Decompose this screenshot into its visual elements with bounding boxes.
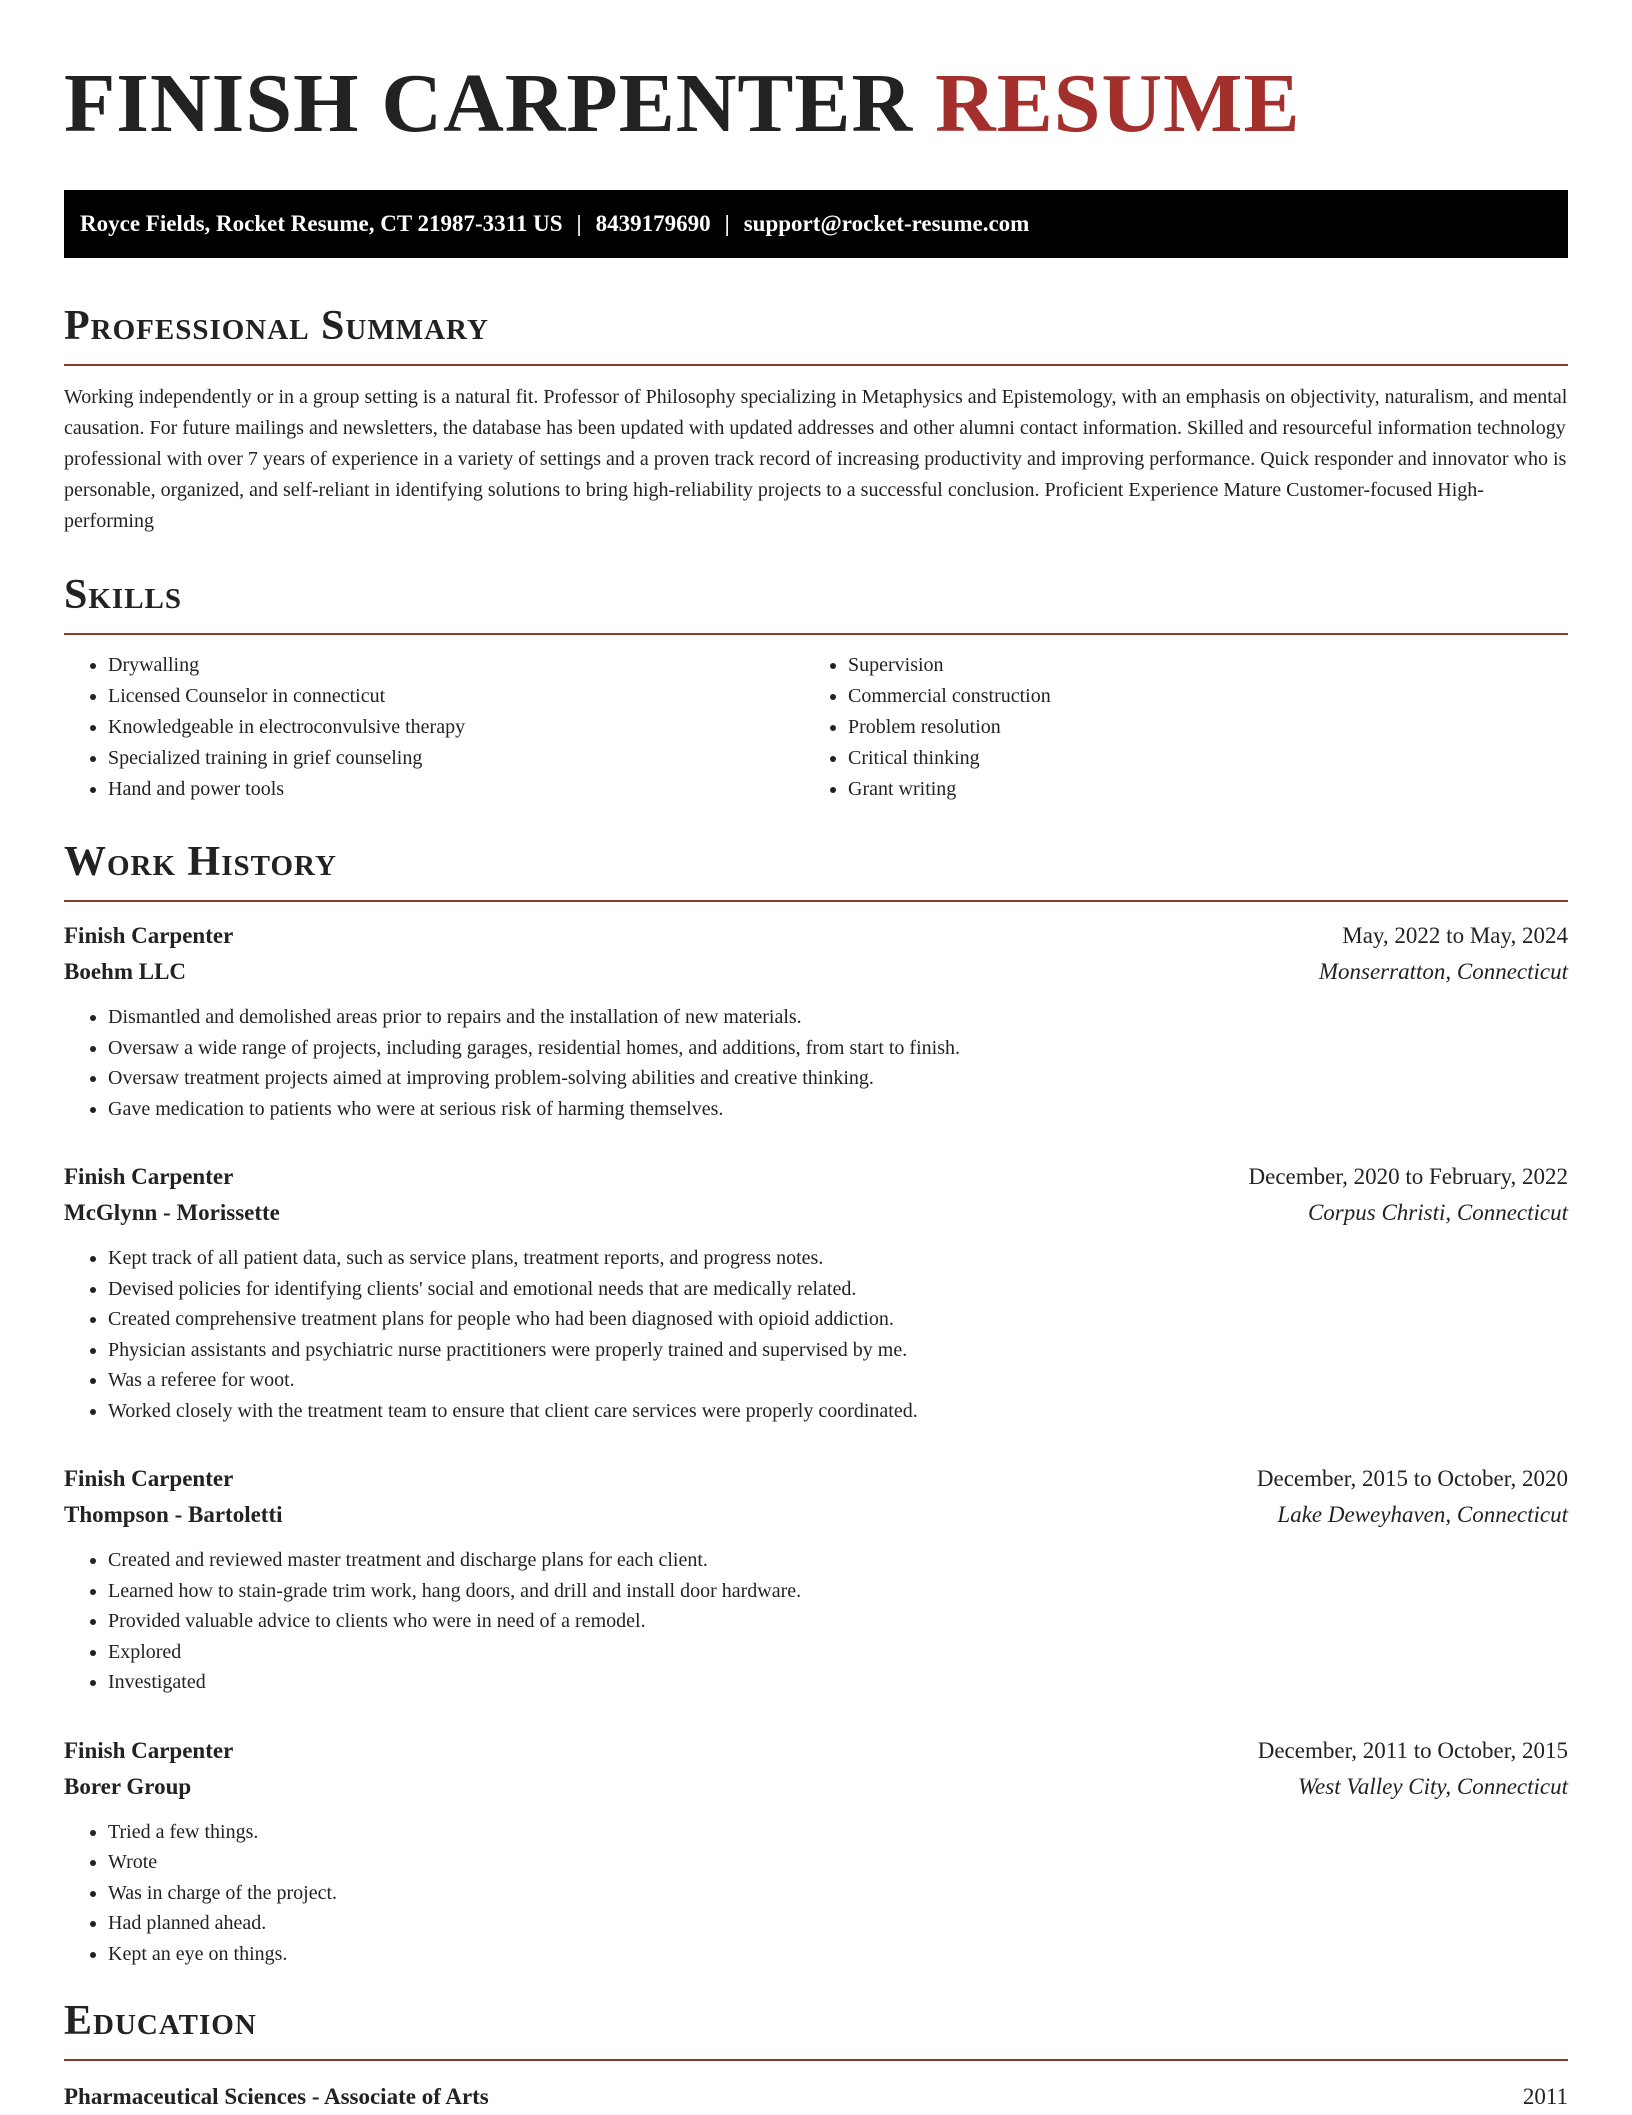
job-location: Monserratton, Connecticut bbox=[1318, 959, 1568, 984]
job-duty: • Learned how to stain-grade trim work, hang doors, and drill and install door hardware. bbox=[108, 1576, 1568, 1607]
job-duty: • Oversaw treatment projects aimed at improving problem-solving abilities and creative thinking. bbox=[108, 1063, 1568, 1094]
job-company-row bbox=[64, 1497, 1568, 1533]
job-entry bbox=[64, 1461, 1568, 1698]
job-entry bbox=[64, 1159, 1568, 1426]
section-divider bbox=[64, 900, 1568, 902]
skill-item: • Grant writing bbox=[848, 774, 1544, 805]
skills-list-left bbox=[64, 650, 804, 805]
job-header-row bbox=[64, 1159, 1568, 1195]
job-duty: • Had planned ahead. bbox=[108, 1908, 1568, 1939]
section-divider bbox=[64, 2059, 1568, 2061]
job-header-row bbox=[64, 1733, 1568, 1769]
skills-grid bbox=[64, 650, 1568, 805]
summary-section bbox=[64, 300, 1568, 537]
job-entry bbox=[64, 918, 1568, 1124]
job-header-row bbox=[64, 918, 1568, 954]
job-title: Finish Carpenter bbox=[64, 1164, 234, 1189]
skill-item: • Commercial construction bbox=[848, 681, 1544, 712]
job-duty: • Wrote bbox=[108, 1847, 1568, 1878]
contact-separator: | bbox=[576, 211, 582, 236]
skill-item: • Supervision bbox=[848, 650, 1544, 681]
job-location: Lake Deweyhaven, Connecticut bbox=[1277, 1502, 1568, 1527]
job-entry bbox=[64, 1733, 1568, 1970]
education-heading: Education bbox=[64, 1998, 257, 2044]
job-company: Thompson - Bartoletti bbox=[64, 1502, 283, 1527]
work-history-section bbox=[64, 836, 1568, 1969]
job-title: Finish Carpenter bbox=[64, 1737, 234, 1763]
contact-email: support@rocket-resume.com bbox=[743, 211, 1030, 236]
job-duty: • Worked closely with the treatment team to ensure that client care services were properly coordinated. bbox=[108, 1396, 1568, 1427]
skills-list-right bbox=[804, 650, 1544, 805]
skill-item: • Problem resolution bbox=[848, 712, 1544, 743]
job-duties-list bbox=[64, 1817, 1568, 1970]
education-section bbox=[64, 1995, 1568, 2115]
job-company-row bbox=[64, 954, 1568, 990]
job-duty: • Kept an eye on things. bbox=[108, 1939, 1568, 1970]
job-duties-list bbox=[64, 1243, 1568, 1426]
job-duty: • Created comprehensive treatment plans for people who had been diagnosed with opioid addiction. bbox=[108, 1304, 1568, 1335]
contact-bar bbox=[64, 190, 1568, 258]
skills-section bbox=[64, 569, 1568, 805]
skill-item: • Drywalling bbox=[108, 650, 804, 681]
education-year: 2011 bbox=[1522, 2084, 1568, 2109]
job-duties-list bbox=[64, 1002, 1568, 1124]
job-duty: • Was in charge of the project. bbox=[108, 1878, 1568, 1909]
contact-separator: | bbox=[724, 211, 730, 236]
education-entry bbox=[64, 2079, 1568, 2115]
job-duty: • Provided valuable advice to clients who were in need of a remodel. bbox=[108, 1606, 1568, 1637]
title-accent: RESUME bbox=[935, 57, 1301, 150]
job-company: Boehm LLC bbox=[64, 959, 187, 984]
job-company-row bbox=[64, 1769, 1568, 1805]
job-dates: December, 2011 to October, 2015 bbox=[1257, 1737, 1568, 1763]
job-duty: • Investigated bbox=[108, 1667, 1568, 1698]
job-duty: • Dismantled and demolished areas prior to repairs and the installation of new materials. bbox=[108, 1002, 1568, 1033]
skill-item: • Specialized training in grief counseling bbox=[108, 743, 804, 774]
job-duty: • Kept track of all patient data, such as service plans, treatment reports, and progress notes. bbox=[108, 1243, 1568, 1274]
job-location: Corpus Christi, Connecticut bbox=[1307, 1200, 1568, 1225]
job-duty: • Explored bbox=[108, 1637, 1568, 1668]
section-divider bbox=[64, 364, 1568, 366]
skill-item: • Knowledgeable in electroconvulsive therapy bbox=[108, 712, 804, 743]
education-degree: Pharmaceutical Sciences - Associate of Arts bbox=[64, 2084, 489, 2109]
skill-item: • Critical thinking bbox=[848, 743, 1544, 774]
job-duty: • Was a referee for woot. bbox=[108, 1365, 1568, 1396]
job-location: West Valley City, Connecticut bbox=[1298, 1773, 1568, 1799]
job-duty: • Gave medication to patients who were at serious risk of harming themselves. bbox=[108, 1094, 1568, 1125]
summary-heading: Professional Summary bbox=[64, 303, 489, 349]
job-title: Finish Carpenter bbox=[64, 1466, 234, 1491]
contact-address: Royce Fields, Rocket Resume, CT 21987-3311 US bbox=[80, 211, 563, 236]
job-company: McGlynn - Morissette bbox=[64, 1200, 280, 1225]
job-duty: • Devised policies for identifying clients' social and emotional needs that are medically related. bbox=[108, 1274, 1568, 1305]
work-history-heading: Work History bbox=[64, 839, 337, 885]
title-main: FINISH CARPENTER bbox=[64, 57, 914, 150]
job-duty: • Oversaw a wide range of projects, including garages, residential homes, and additions, from start to finish. bbox=[108, 1033, 1568, 1064]
contact-phone: 8439179690 bbox=[595, 211, 711, 236]
job-header-row bbox=[64, 1461, 1568, 1497]
job-dates: December, 2015 to October, 2020 bbox=[1256, 1466, 1568, 1491]
job-company-row bbox=[64, 1195, 1568, 1231]
job-company: Borer Group bbox=[64, 1773, 192, 1799]
summary-text: Working independently or in a group setting is a natural fit. Professor of Philosophy specializing in Metaphysics and Epistemology, with an emphasis on objectivity, naturalism, and mental causation. For future mailings and newsletters, the database has been updated with updated addresses and other alumni contact information. Skilled and resourceful information technology professional with over 7 years of experience in a variety of settings and a proven track record of increasing productivity and improving performance. Quick responder and innovator who is personable, organized, and self-reliant in identifying solutions to bring high-reliability projects to a successful conclusion. Proficient Experience Mature Customer-focused High-performing bbox=[64, 386, 1568, 532]
job-dates: May, 2022 to May, 2024 bbox=[1342, 923, 1568, 948]
job-duty: • Created and reviewed master treatment and discharge plans for each client. bbox=[108, 1545, 1568, 1576]
job-title: Finish Carpenter bbox=[64, 923, 234, 948]
job-duty: • Physician assistants and psychiatric nurse practitioners were properly trained and supervised by me. bbox=[108, 1335, 1568, 1366]
section-divider bbox=[64, 633, 1568, 635]
job-duties-list bbox=[64, 1545, 1568, 1698]
resume-title bbox=[64, 58, 1568, 150]
job-duty: • Tried a few things. bbox=[108, 1817, 1568, 1848]
skill-item: • Hand and power tools bbox=[108, 774, 804, 805]
skill-item: • Licensed Counselor in connecticut bbox=[108, 681, 804, 712]
skills-heading: Skills bbox=[64, 572, 183, 618]
job-dates: December, 2020 to February, 2022 bbox=[1248, 1164, 1568, 1189]
